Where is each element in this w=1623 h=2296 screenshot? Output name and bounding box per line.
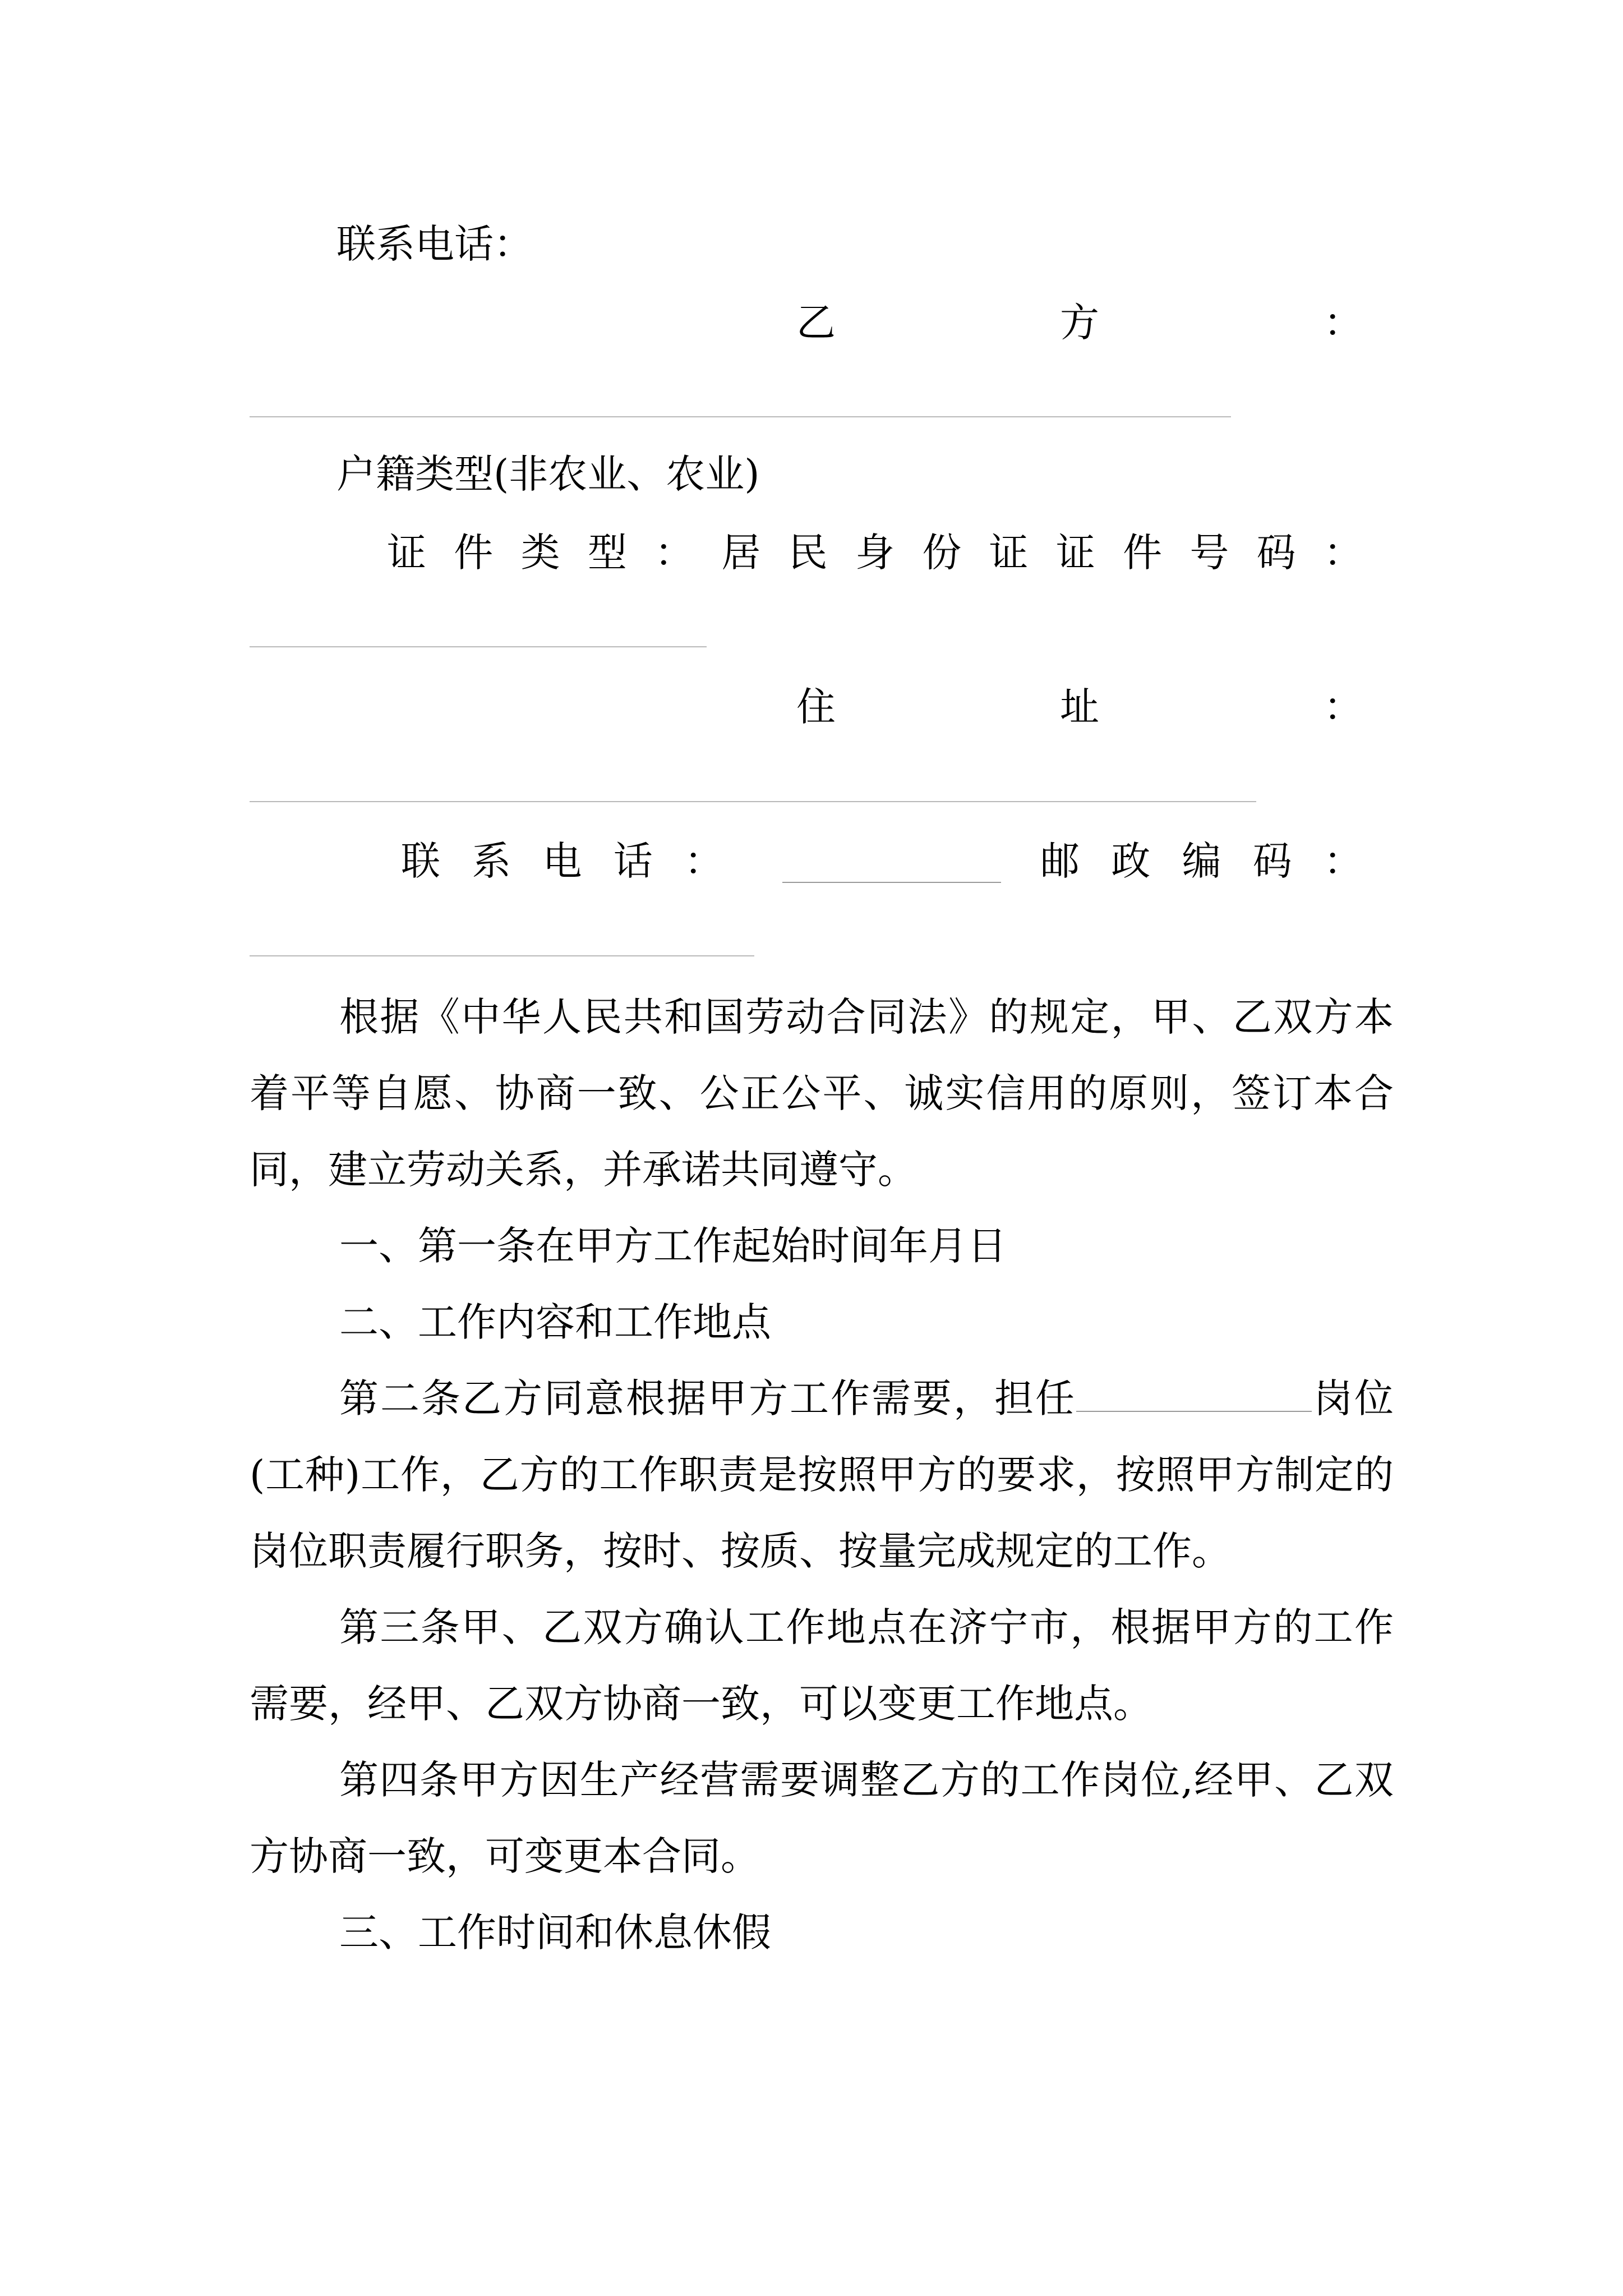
party-b-phone-label (401, 838, 723, 884)
postal-char: 政 (1111, 838, 1151, 884)
address-char: 住 (796, 684, 836, 730)
id-line-char: 证 (989, 530, 1029, 576)
party-b-label (796, 300, 1363, 346)
party-b-char: 乙 (796, 300, 836, 346)
id-line-char: ： (654, 530, 694, 576)
section-2-title: 二、工作内容和工作地点 (339, 1299, 771, 1345)
contact-phone-label: 联系电话： (336, 221, 533, 267)
phone-blank (782, 882, 1001, 883)
section-3-title: 三、工作时间和休息休假 (339, 1910, 771, 1955)
id-line-char: 类 (520, 530, 560, 576)
id-line-char: 民 (788, 530, 828, 576)
party-b-char: 方 (1060, 300, 1099, 346)
postal-char: ： (1324, 838, 1363, 884)
hukou-type-label: 户籍类型(非农业、农业) (336, 451, 760, 497)
article-2-text: 第二条乙方同意根据甲方工作需要，担任 (339, 1375, 1076, 1421)
id-line-char: 件 (1123, 530, 1163, 576)
address-char: ： (1324, 684, 1363, 730)
id-line-char: ： (1323, 530, 1363, 576)
id-number-blank (250, 646, 707, 647)
article-2-text-cont: 岗位(工种)工作，乙方的工作职责是按照甲方的要求，按照甲方制定的岗位职责履行职务，按时、按质、按量完成规定的工作。 (250, 1375, 1394, 1574)
id-line-char: 码 (1256, 530, 1296, 576)
address-blank (250, 801, 1256, 802)
article-3: 第三条甲、乙双方确认工作地点在济宁市，根据甲方的工作需要，经甲、乙双方协商一致，可以变更工作地点。 (250, 1604, 1394, 1727)
phone-char: 话 (613, 838, 653, 884)
article-2 (250, 1360, 1394, 1589)
section-1: 一、第一条在甲方工作起始时间年月日 (339, 1223, 1007, 1269)
id-type-line (387, 530, 1363, 576)
phone-char: ： (684, 838, 723, 884)
postal-char: 编 (1182, 838, 1221, 884)
id-line-char: 号 (1189, 530, 1229, 576)
id-line-char: 身 (855, 530, 895, 576)
party-b-name-blank (250, 416, 1231, 417)
postal-char: 码 (1252, 838, 1292, 884)
postal-code-label (1040, 838, 1363, 884)
phone-char: 联 (401, 838, 440, 884)
id-line-char: 份 (922, 530, 962, 576)
id-line-char: 居 (721, 530, 761, 576)
id-line-char: 证 (1055, 530, 1095, 576)
postal-char: 邮 (1040, 838, 1080, 884)
article-4: 第四条甲方因生产经营需要调整乙方的工作岗位,经甲、乙双方协商一致，可变更本合同。 (250, 1757, 1394, 1879)
contract-body (250, 979, 1394, 1971)
phone-char: 系 (472, 838, 511, 884)
postal-code-blank (250, 955, 754, 956)
id-line-char: 型 (587, 530, 627, 576)
id-line-char: 件 (454, 530, 494, 576)
position-blank (1076, 1372, 1312, 1412)
intro-paragraph: 根据《中华人民共和国劳动合同法》的规定，甲、乙双方本着平等自愿、协商一致、公正公平、诚实信用的原则，签订本合同，建立劳动关系，并承诺共同遵守。 (250, 994, 1394, 1193)
address-char: 址 (1060, 684, 1099, 730)
address-label (796, 684, 1363, 730)
phone-char: 电 (542, 838, 582, 884)
party-b-char: ： (1324, 300, 1363, 346)
id-line-char: 证 (387, 530, 426, 576)
